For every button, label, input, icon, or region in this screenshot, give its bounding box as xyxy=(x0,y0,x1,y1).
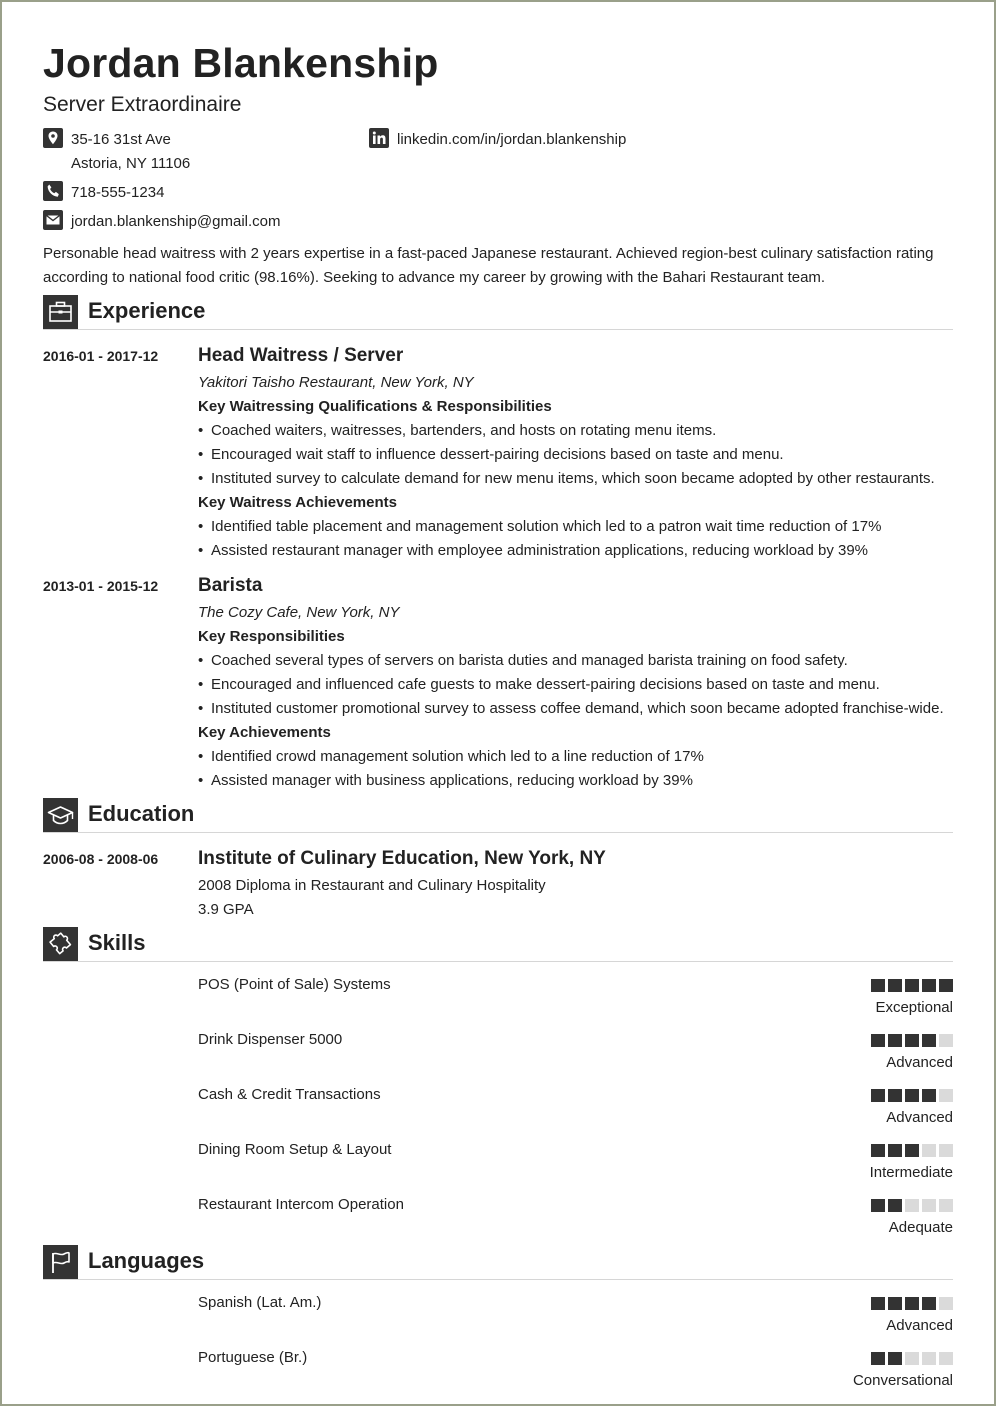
rating-box-empty xyxy=(922,1199,936,1212)
rating-box-filled xyxy=(871,1297,885,1310)
rating-box-filled xyxy=(922,1089,936,1102)
candidate-name: Jordan Blankenship xyxy=(43,40,439,86)
job-subheading: Key Waitressing Qualifications & Responsibilities xyxy=(198,398,552,415)
experience-section-header xyxy=(43,295,953,331)
phone-number: 718-555-1234 xyxy=(71,184,165,201)
rating-box-filled xyxy=(888,1034,902,1047)
section-divider xyxy=(43,961,953,962)
section-title-skills: Skills xyxy=(88,930,146,955)
contact-phone xyxy=(43,181,343,205)
rating-box-empty xyxy=(939,1034,953,1047)
profile-summary xyxy=(43,242,953,290)
linkedin-link[interactable]: linkedin.com/in/jordan.blankenship xyxy=(397,131,627,148)
candidate-title: Server Extraordinaire xyxy=(43,93,242,116)
rating-box-filled xyxy=(939,979,953,992)
job-dates: 2013-01 - 2015-12 xyxy=(43,578,159,594)
section-divider xyxy=(43,832,953,833)
rating-box-filled xyxy=(922,1034,936,1047)
skill-rating xyxy=(871,1089,953,1102)
rating-box-empty xyxy=(922,1144,936,1157)
skill-name: POS (Point of Sale) Systems xyxy=(198,976,391,993)
rating-box-empty xyxy=(905,1352,919,1365)
rating-box-filled xyxy=(871,979,885,992)
job-subheading: Key Responsibilities xyxy=(198,628,345,645)
section-divider xyxy=(43,1279,953,1280)
rating-box-empty xyxy=(939,1199,953,1212)
skill-name: Drink Dispenser 5000 xyxy=(198,1031,343,1048)
section-title-education: Education xyxy=(88,801,195,826)
section-divider xyxy=(43,329,953,330)
summary-line: Personable head waitress with 2 years expertise in a fast-paced Japanese restaurant. Achieved region-best culinary satisfaction rating xyxy=(43,245,934,262)
summary-line: according to national food critic (98.16%). Seeking to advance my career by growing with the Bahari Restaurant team. xyxy=(43,269,826,286)
skill-rating xyxy=(871,1144,953,1157)
contact-linkedin[interactable] xyxy=(369,128,689,152)
rating-box-filled xyxy=(871,1352,885,1365)
contact-email[interactable] xyxy=(43,210,363,234)
language-name: Portuguese (Br.) xyxy=(198,1349,308,1366)
skill-name: Cash & Credit Transactions xyxy=(198,1086,381,1103)
skill-level: Advanced xyxy=(886,1109,953,1126)
skill-level: Adequate xyxy=(888,1219,953,1236)
envelope-icon xyxy=(43,210,63,230)
skill-level: Intermediate xyxy=(869,1164,953,1181)
skill-rating xyxy=(871,1199,953,1212)
job-company: Yakitori Taisho Restaurant, New York, NY xyxy=(198,374,474,391)
rating-box-filled xyxy=(922,979,936,992)
languages-section-header xyxy=(43,1245,953,1281)
skill-name: Restaurant Intercom Operation xyxy=(198,1196,404,1213)
rating-box-filled xyxy=(888,1144,902,1157)
skill-rating xyxy=(871,1034,953,1047)
job-company: The Cozy Cafe, New York, NY xyxy=(198,604,400,621)
rating-box-empty xyxy=(939,1297,953,1310)
education-school: Institute of Culinary Education, New York, NY xyxy=(198,848,606,869)
language-rating xyxy=(871,1297,953,1310)
address-line-1: 35-16 31st Ave xyxy=(71,131,171,148)
rating-box-filled xyxy=(888,979,902,992)
rating-box-filled xyxy=(871,1089,885,1102)
rating-box-filled xyxy=(905,1297,919,1310)
language-rating xyxy=(871,1352,953,1365)
education-gpa: 3.9 GPA xyxy=(198,901,254,918)
rating-box-filled xyxy=(888,1352,902,1365)
skills-section-header xyxy=(43,927,953,963)
job-subheading: Key Waitress Achievements xyxy=(198,494,397,511)
education-section-header xyxy=(43,798,953,834)
rating-box-filled xyxy=(905,979,919,992)
language-level: Advanced xyxy=(886,1317,953,1334)
rating-box-empty xyxy=(939,1144,953,1157)
map-pin-icon xyxy=(43,128,63,148)
language-name: Spanish (Lat. Am.) xyxy=(198,1294,322,1311)
job-title: Head Waitress / Server xyxy=(198,345,404,366)
contact-address xyxy=(43,128,343,176)
rating-box-filled xyxy=(905,1089,919,1102)
job-title: Barista xyxy=(198,575,263,596)
language-level: Conversational xyxy=(852,1372,953,1389)
rating-box-empty xyxy=(905,1199,919,1212)
skill-name: Dining Room Setup & Layout xyxy=(198,1141,392,1158)
email-link[interactable]: jordan.blankenship@gmail.com xyxy=(71,213,281,230)
skill-level: Advanced xyxy=(886,1054,953,1071)
graduation-cap-icon xyxy=(43,798,78,833)
job-dates: 2016-01 - 2017-12 xyxy=(43,348,159,364)
briefcase-icon xyxy=(43,295,78,330)
rating-box-filled xyxy=(871,1034,885,1047)
skill-level: Exceptional xyxy=(875,999,953,1016)
job-subheading: Key Achievements xyxy=(198,724,331,741)
section-title-experience: Experience xyxy=(88,298,206,323)
education-degree: 2008 Diploma in Restaurant and Culinary Hospitality xyxy=(198,877,546,894)
rating-box-filled xyxy=(922,1297,936,1310)
education-dates: 2006-08 - 2008-06 xyxy=(43,851,159,867)
rating-box-filled xyxy=(871,1199,885,1212)
rating-box-filled xyxy=(888,1089,902,1102)
rating-box-filled xyxy=(905,1144,919,1157)
address-line-2: Astoria, NY 11106 xyxy=(71,155,191,172)
phone-icon xyxy=(43,181,63,201)
rating-box-filled xyxy=(905,1034,919,1047)
rating-box-filled xyxy=(888,1297,902,1310)
flag-icon xyxy=(43,1245,78,1280)
linkedin-icon xyxy=(369,128,389,148)
section-title-languages: Languages xyxy=(88,1248,205,1273)
skill-rating xyxy=(871,979,953,992)
puzzle-icon xyxy=(43,927,78,962)
rating-box-empty xyxy=(922,1352,936,1365)
rating-box-filled xyxy=(871,1144,885,1157)
rating-box-filled xyxy=(888,1199,902,1212)
rating-box-empty xyxy=(939,1089,953,1102)
rating-box-empty xyxy=(939,1352,953,1365)
